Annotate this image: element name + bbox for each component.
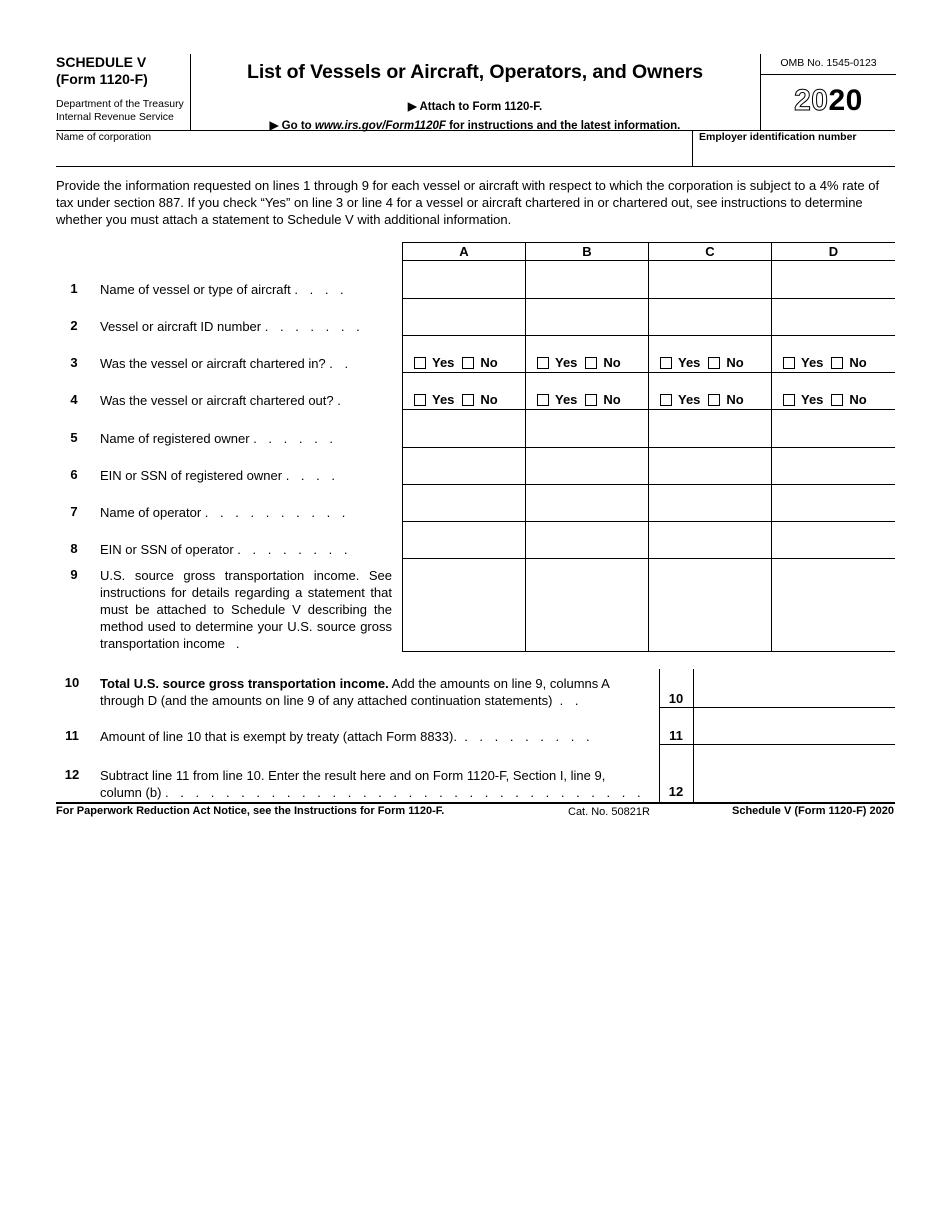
line-4-col-b-no-checkbox[interactable] [585, 394, 597, 406]
corp-name-field[interactable] [56, 146, 692, 166]
line-7-number: 7 [70, 504, 78, 519]
line-4-col-a-yes-checkbox[interactable] [414, 394, 426, 406]
line-2-col-d-input[interactable] [772, 299, 894, 335]
page-title: List of Vessels or Aircraft, Operators, and Owners [247, 61, 703, 83]
line-4-col-b-yesno: Yes No [537, 392, 621, 407]
line-3-col-a-yesno: Yes No [414, 355, 498, 370]
line-1-label: Name of vessel or type of aircraft . . . . [100, 282, 348, 297]
line-5-col-d-input[interactable] [772, 410, 894, 447]
line-12-box-label: 12 [668, 784, 684, 799]
line-4-label: Was the vessel or aircraft chartered out? . [100, 393, 345, 408]
line-3-col-c-no-checkbox[interactable] [708, 357, 720, 369]
line-3-col-b-yesno: Yes No [537, 355, 621, 370]
column-d-header: D [828, 244, 839, 259]
line-11-label: Amount of line 10 that is exempt by treaty (attach Form 8833). . . . . . . . . . [100, 729, 594, 744]
line-4-number: 4 [70, 392, 78, 407]
line-9-number: 9 [70, 567, 78, 582]
ein-label: Employer identification number [699, 131, 857, 143]
line-2-number: 2 [70, 318, 78, 333]
line-7-col-d-input[interactable] [772, 485, 894, 521]
line-4-col-d-yes-checkbox[interactable] [783, 394, 795, 406]
line-4-col-c-yes-checkbox[interactable] [660, 394, 672, 406]
line-3-col-c-yes-checkbox[interactable] [660, 357, 672, 369]
line-6-number: 6 [70, 467, 78, 482]
line-8-col-b-input[interactable] [526, 522, 648, 558]
line-6-label: EIN or SSN of registered owner . . . . [100, 468, 339, 483]
line-4-col-a-no-checkbox[interactable] [462, 394, 474, 406]
line-8-col-c-input[interactable] [649, 522, 771, 558]
line-8-number: 8 [70, 541, 78, 556]
footer-form-id: Schedule V (Form 1120-F) 2020 [731, 805, 894, 817]
form-number: (Form 1120-F) [56, 71, 148, 87]
line-3-col-a-no-checkbox[interactable] [462, 357, 474, 369]
line-9-col-d-input[interactable] [772, 559, 894, 651]
line-2-col-b-input[interactable] [526, 299, 648, 335]
line-11-number: 11 [65, 728, 79, 743]
line-1-col-d-input[interactable] [772, 261, 894, 298]
omb-block [760, 54, 896, 130]
line-4-col-a-yesno: Yes No [414, 392, 498, 407]
line-7-label: Name of operator . . . . . . . . . . [100, 505, 350, 520]
intro-text: Provide the information requested on lines 1 through 9 for each vessel or aircraft with respect to which the corporation is subject to a 4% rate of tax under section 887. If you check “Yes” on line 3 or line 4 for a vessel or aircraft chartered in or chartered out, see instructions to determine whether you must attach a statement to Schedule V with additional information. [56, 178, 880, 227]
attach-instruction: ▶ Attach to Form 1120-F. [407, 101, 543, 113]
ein-field[interactable] [694, 146, 894, 166]
line-1-number: 1 [70, 281, 78, 296]
irs-link[interactable]: www.irs.gov/Form1120F [314, 120, 446, 132]
line-4-col-d-yesno: Yes No [783, 392, 867, 407]
line-11-box-label: 11 [669, 728, 683, 743]
line-3-col-d-yesno: Yes No [783, 355, 867, 370]
column-c-header: C [705, 244, 715, 259]
line-5-label: Name of registered owner . . . . . . [100, 431, 337, 446]
line-10-number: 10 [64, 675, 80, 690]
line-6-col-a-input[interactable] [403, 448, 525, 484]
paperwork-notice: For Paperwork Reduction Act Notice, see the Instructions for Form 1120-F. [56, 805, 445, 817]
line-3-label: Was the vessel or aircraft chartered in? . . [100, 356, 353, 371]
line-8-col-a-input[interactable] [403, 522, 525, 558]
line-7-col-a-input[interactable] [403, 485, 525, 521]
line-6-col-c-input[interactable] [649, 448, 771, 484]
line-3-col-b-yes-checkbox[interactable] [537, 357, 549, 369]
line-7-col-b-input[interactable] [526, 485, 648, 521]
line-6-col-b-input[interactable] [526, 448, 648, 484]
goto-instruction: ▶ Go to www.irs.gov/Form1120F for instructions and the latest information. [269, 120, 681, 132]
corp-name-label: Name of corporation [56, 131, 152, 143]
line-4-col-d-no-checkbox[interactable] [831, 394, 843, 406]
line-3-col-b-no-checkbox[interactable] [585, 357, 597, 369]
line-1-col-c-input[interactable] [649, 261, 771, 298]
line-9-col-a-input[interactable] [403, 559, 525, 651]
line-10-amount-input[interactable] [695, 670, 894, 706]
line-9-label: U.S. source gross transportation income. See instructions for details regarding a statement that must be attached to Schedule V describing the method used to determine your U.S. source gross transportation income . [100, 568, 392, 651]
line-12-label: Subtract line 11 from line 10. Enter the result here and on Form 1120-F, Section I, line 9, column (b) . . . . . . . . . . . . . . . . . . . . . . . . . . . . . . . . [100, 768, 645, 800]
catalog-number: Cat. No. 50821R [568, 806, 650, 818]
schedule-name: SCHEDULE V [56, 54, 147, 70]
line-2-col-a-input[interactable] [403, 299, 525, 335]
line-5-col-b-input[interactable] [526, 410, 648, 447]
line-6-col-d-input[interactable] [772, 448, 894, 484]
line-12-number: 12 [64, 767, 80, 782]
line-1-col-a-input[interactable] [403, 261, 525, 298]
line-5-number: 5 [70, 430, 78, 445]
line-11-amount-input[interactable] [695, 708, 894, 744]
line-3-col-c-yesno: Yes No [660, 355, 744, 370]
line-4-col-b-yes-checkbox[interactable] [537, 394, 549, 406]
line-10-box-label: 10 [668, 691, 684, 706]
line-7-col-c-input[interactable] [649, 485, 771, 521]
line-5-col-a-input[interactable] [403, 410, 525, 447]
line-4-col-c-yesno: Yes No [660, 392, 744, 407]
omb-number: OMB No. 1545-0123 [761, 54, 896, 75]
title-block [190, 54, 760, 130]
line-4-col-c-no-checkbox[interactable] [708, 394, 720, 406]
line-3-col-a-yes-checkbox[interactable] [414, 357, 426, 369]
tax-year: 2020 [794, 84, 863, 117]
schedule-id-block [56, 54, 191, 130]
line-12-amount-input[interactable] [695, 745, 894, 801]
line-10-label: Total U.S. source gross transportation income. Add the amounts on line 9, columns A through D (and the amounts on line 9 of any attached continuation statements) . . [100, 676, 610, 708]
line-3-col-d-no-checkbox[interactable] [831, 357, 843, 369]
line-3-number: 3 [70, 355, 78, 370]
line-9-col-b-input[interactable] [526, 559, 648, 651]
line-1-col-b-input[interactable] [526, 261, 648, 298]
department: Department of the Treasury Internal Revenue Service [56, 98, 184, 123]
line-9-col-c-input[interactable] [649, 559, 771, 651]
line-2-label: Vessel or aircraft ID number . . . . . . . [100, 319, 364, 334]
line-5-col-c-input[interactable] [649, 410, 771, 447]
line-2-col-c-input[interactable] [649, 299, 771, 335]
line-3-col-d-yes-checkbox[interactable] [783, 357, 795, 369]
line-8-col-d-input[interactable] [772, 522, 894, 558]
column-b-header: B [582, 244, 592, 259]
line-8-label: EIN or SSN of operator . . . . . . . . [100, 542, 352, 557]
column-a-header: A [459, 244, 469, 259]
